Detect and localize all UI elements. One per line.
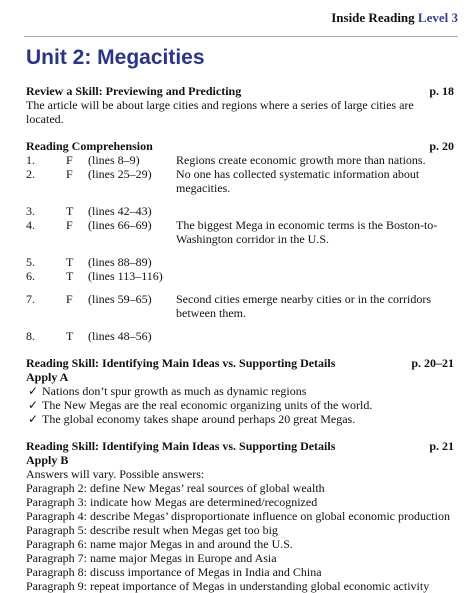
- item-answer: T: [66, 269, 74, 283]
- item-note: No one has collected systematic information about megacities.: [176, 167, 420, 195]
- content: [26, 84, 454, 593]
- item-lines: (lines 42–43): [88, 204, 152, 218]
- item-answer: T: [66, 329, 74, 343]
- item-note: [176, 204, 454, 218]
- paragraph-line: Paragraph 3: indicate how Megas are determined/recognized: [26, 495, 318, 509]
- item-lines: (lines 59–65): [88, 292, 152, 306]
- page-header: [331, 10, 458, 26]
- page-title: Unit 2: Megacities: [26, 46, 205, 69]
- paragraph-line: Paragraph 5: describe result when Megas get too big: [26, 523, 278, 537]
- book-level: Level 3: [417, 10, 458, 25]
- skill-a-heading-row: [26, 356, 454, 370]
- paragraph-line: Paragraph 7: name major Megas in Europe and Asia: [26, 551, 277, 565]
- book-title: Inside Reading: [331, 10, 415, 25]
- header-rule: [24, 36, 458, 37]
- item-note: The biggest Mega in economic terms is the Boston-to-Washington corridor in the U.S.: [176, 218, 438, 246]
- paragraph-line: Paragraph 4: describe Megas’ disproportionate influence on global economic production: [26, 509, 450, 523]
- paragraph-line: Paragraph 9: repeat importance of Megas in understanding global economic activity: [26, 579, 430, 593]
- item-note: [176, 329, 454, 343]
- skill-b-sub: Apply B: [26, 453, 69, 467]
- item-note: [176, 269, 454, 283]
- comprehension-item: [26, 204, 454, 218]
- comprehension-item: [26, 218, 454, 246]
- skill-b-heading: Reading Skill: Identifying Main Ideas vs. Supporting Details: [26, 439, 336, 453]
- skill-a-page: p. 20–21: [411, 356, 454, 370]
- item-answer: F: [66, 167, 73, 181]
- skill-b-heading-row: [26, 439, 454, 453]
- comprehension-item: [26, 255, 454, 269]
- item-lines: (lines 25–29): [88, 167, 152, 181]
- check-item: [26, 398, 454, 412]
- item-number: 7.: [26, 292, 35, 306]
- check-text: The New Megas are the real economic organizing units of the world.: [42, 398, 373, 412]
- check-item: [26, 412, 454, 426]
- item-answer: F: [66, 292, 73, 306]
- item-number: 4.: [26, 218, 35, 232]
- check-icon: ✓: [28, 412, 39, 426]
- item-lines: (lines 66–69): [88, 218, 152, 232]
- review-heading: Review a Skill: Previewing and Predicting: [26, 84, 242, 98]
- comprehension-heading-row: [26, 139, 454, 153]
- paragraph-line: Paragraph 6: name major Megas in and around the U.S.: [26, 537, 293, 551]
- paragraph-line: Paragraph 2: define New Megas’ real sources of global wealth: [26, 481, 325, 495]
- review-heading-row: [26, 84, 454, 98]
- comprehension-item: [26, 167, 454, 195]
- item-answer: F: [66, 153, 73, 167]
- check-icon: ✓: [28, 384, 39, 398]
- paragraph-line: Paragraph 8: discuss importance of Megas in India and China: [26, 565, 322, 579]
- review-text: The article will be about large cities and regions where a series of large cities are located.: [26, 98, 414, 126]
- review-page: p. 18: [429, 84, 454, 98]
- item-note: Regions create economic growth more than nations.: [176, 153, 426, 167]
- item-number: 5.: [26, 255, 35, 269]
- check-icon: ✓: [28, 398, 39, 412]
- comprehension-item: [26, 292, 454, 320]
- comprehension-page: p. 20: [429, 139, 454, 153]
- item-answer: T: [66, 255, 74, 269]
- comprehension-heading: Reading Comprehension: [26, 139, 153, 153]
- item-number: 8.: [26, 329, 35, 343]
- comprehension-item: [26, 329, 454, 343]
- item-answer: T: [66, 204, 74, 218]
- skill-a-sub: Apply A: [26, 370, 69, 384]
- item-number: 1.: [26, 153, 35, 167]
- comprehension-item: [26, 153, 454, 167]
- item-note: [176, 255, 454, 269]
- item-number: 3.: [26, 204, 35, 218]
- check-text: The global economy takes shape around perhaps 20 great Megas.: [42, 412, 356, 426]
- item-lines: (lines 88–89): [88, 255, 152, 269]
- skill-a-heading: Reading Skill: Identifying Main Ideas vs. Supporting Details: [26, 356, 336, 370]
- comprehension-item: [26, 269, 454, 283]
- item-lines: (lines 113–116): [88, 269, 163, 283]
- skill-b-intro: Answers will vary. Possible answers:: [26, 467, 205, 481]
- item-lines: (lines 48–56): [88, 329, 152, 343]
- item-number: 6.: [26, 269, 35, 283]
- item-note: Second cities emerge nearby cities or in the corridors between them.: [176, 292, 432, 320]
- item-answer: F: [66, 218, 73, 232]
- check-text: Nations don’t spur growth as much as dynamic regions: [42, 384, 307, 398]
- item-lines: (lines 8–9): [88, 153, 140, 167]
- check-item: [26, 384, 454, 398]
- skill-b-page: p. 21: [429, 439, 454, 453]
- item-number: 2.: [26, 167, 35, 181]
